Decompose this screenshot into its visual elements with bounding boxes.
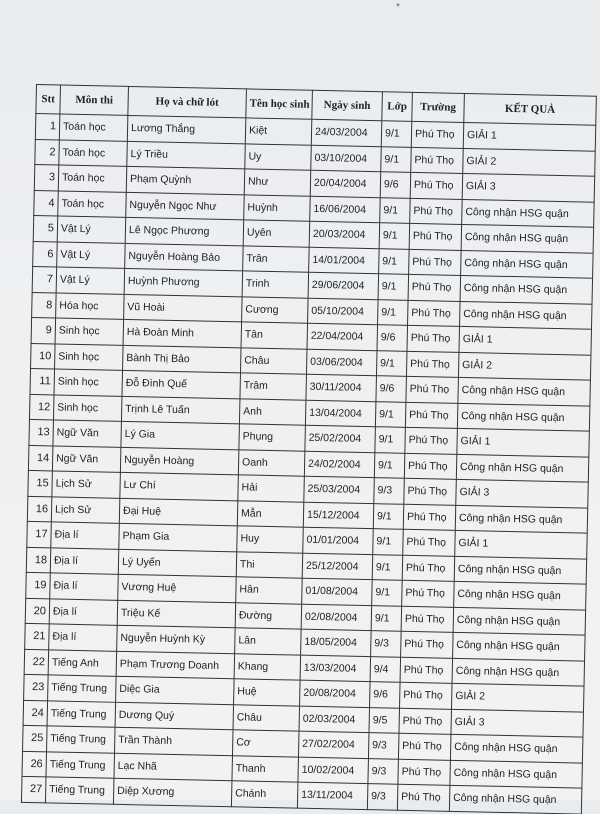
cell-birthdate: 13/04/2004 <box>305 400 376 427</box>
cell-given-name: Uyên <box>243 220 310 247</box>
cell-school: Phú Thọ <box>400 657 453 684</box>
cell-birthdate: 13/11/2004 <box>297 782 368 809</box>
cell-given-name: Châu <box>240 347 307 374</box>
cell-surname: Dương Quý <box>115 702 234 730</box>
cell-stt: 15 <box>28 470 53 496</box>
cell-subject: Toán học <box>58 165 127 192</box>
cell-subject: Vật Lý <box>57 241 126 268</box>
cell-given-name: Mẫn <box>237 500 304 527</box>
cell-given-name: Trâm <box>240 373 307 400</box>
cell-birthdate: 24/03/2004 <box>311 119 382 146</box>
cell-class: 9/1 <box>374 452 405 478</box>
cell-stt: 20 <box>25 598 50 624</box>
cell-stt: 21 <box>25 623 50 649</box>
cell-surname: Phạm Gia <box>119 523 238 551</box>
cell-surname: Nguyễn Ngọc Như <box>126 192 245 220</box>
header-subject: Môn thi <box>60 85 129 115</box>
cell-subject: Tiếng Trung <box>45 777 114 804</box>
cell-stt: 16 <box>27 496 52 522</box>
cell-class: 9/1 <box>372 580 403 606</box>
cell-subject: Địa lí <box>49 598 118 625</box>
cell-school: Phú Thọ <box>403 504 456 531</box>
cell-birthdate: 02/03/2004 <box>299 706 370 733</box>
cell-class: 9/1 <box>379 248 410 274</box>
cell-stt: 23 <box>24 674 49 700</box>
cell-subject: Tiếng Trung <box>46 751 115 778</box>
cell-stt: 6 <box>33 241 58 267</box>
cell-school: Phú Thọ <box>397 784 450 811</box>
cell-result: Công nhận HSG quận <box>462 199 595 227</box>
cell-surname: Vương Huệ <box>118 574 237 602</box>
cell-birthdate: 27/02/2004 <box>298 731 369 758</box>
cell-birthdate: 14/01/2004 <box>309 247 380 274</box>
cell-subject: Tiếng Trung <box>48 675 117 702</box>
cell-given-name: Cơ <box>232 730 299 757</box>
cell-school: Phú Thọ <box>409 249 462 276</box>
cell-school: Phú Thọ <box>406 351 459 378</box>
cell-birthdate: 30/11/2004 <box>306 374 377 401</box>
cell-birthdate: 02/08/2004 <box>301 604 372 631</box>
cell-school: Phú Thọ <box>404 453 457 480</box>
cell-school: Phú Thọ <box>408 300 461 327</box>
cell-result: GIẢI 1 <box>457 428 590 456</box>
cell-class: 9/1 <box>375 401 406 427</box>
cell-school: Phú Thọ <box>406 376 459 403</box>
cell-class: 9/3 <box>374 478 405 504</box>
cell-school: Phú Thọ <box>399 708 452 735</box>
cell-class: 9/6 <box>370 682 401 708</box>
cell-class: 9/6 <box>377 325 408 351</box>
cell-birthdate: 20/03/2004 <box>309 221 380 248</box>
cell-school: Phú Thọ <box>405 402 458 429</box>
cell-given-name: Đường <box>235 602 302 629</box>
cell-school: Phú Thọ <box>410 198 463 225</box>
cell-subject: Địa lí <box>50 573 119 600</box>
cell-subject: Lịch Sử <box>52 471 121 498</box>
cell-given-name: Như <box>244 169 311 196</box>
cell-birthdate: 03/06/2004 <box>306 349 377 376</box>
cell-subject: Ngữ Văn <box>53 420 122 447</box>
cell-birthdate: 20/08/2004 <box>300 680 371 707</box>
cell-stt: 12 <box>29 394 54 420</box>
cell-birthdate: 18/05/2004 <box>301 629 372 656</box>
cell-stt: 22 <box>24 649 49 675</box>
cell-subject: Sinh học <box>53 394 122 421</box>
cell-surname: Lý Gia <box>121 421 240 449</box>
cell-class: 9/1 <box>378 274 409 300</box>
header-stt: Stt <box>36 85 61 114</box>
cell-given-name: Khang <box>234 653 301 680</box>
cell-surname: Nguyễn Hoàng Bảo <box>125 243 244 271</box>
cell-surname: Lý Uyển <box>118 549 237 577</box>
cell-class: 9/3 <box>368 733 399 759</box>
header-given-name: Tên học sinh <box>246 89 313 119</box>
cell-surname: Vũ Hoài <box>124 294 243 322</box>
cell-subject: Địa lí <box>49 624 118 651</box>
cell-result: Công nhận HSG quận <box>457 403 590 431</box>
cell-subject: Sinh học <box>54 369 123 396</box>
cell-subject: Tiếng Trung <box>47 726 116 753</box>
cell-surname: Nguyễn Hoàng <box>120 447 239 475</box>
cell-surname: Lương Thắng <box>127 115 246 143</box>
cell-class: 9/5 <box>369 707 400 733</box>
cell-subject: Toán học <box>59 140 128 167</box>
cell-stt: 8 <box>32 292 57 318</box>
cell-surname: Diệc Gia <box>116 676 235 704</box>
cell-given-name: Chánh <box>231 781 298 808</box>
cell-surname: Diệp Xương <box>113 778 232 806</box>
cell-result: Công nhận HSG quận <box>449 785 582 813</box>
cell-class: 9/1 <box>376 350 407 376</box>
cell-stt: 25 <box>23 725 48 751</box>
cell-birthdate: 01/08/2004 <box>302 578 373 605</box>
cell-result: Công nhận HSG quận <box>453 607 586 635</box>
cell-birthdate: 03/10/2004 <box>311 145 382 172</box>
cell-subject: Lịch Sử <box>51 496 120 523</box>
cell-surname: Lý Triều <box>127 141 246 169</box>
cell-given-name: Kiệt <box>245 118 312 145</box>
cell-subject: Toán học <box>59 114 128 141</box>
cell-class: 9/1 <box>378 299 409 325</box>
cell-given-name: Tân <box>241 322 308 349</box>
cell-school: Phú Thọ <box>403 529 456 556</box>
cell-stt: 13 <box>29 419 54 445</box>
cell-surname: Đỗ Đình Quế <box>122 370 241 398</box>
cell-result: Công nhận HSG quận <box>460 275 593 303</box>
cell-stt: 14 <box>28 445 53 471</box>
cell-birthdate: 20/04/2004 <box>310 170 381 197</box>
cell-subject: Địa lí <box>50 547 119 574</box>
cell-subject: Vật Lý <box>57 216 126 243</box>
header-surname: Họ và chữ lót <box>128 86 247 117</box>
cell-subject: Tiếng Trung <box>47 700 116 727</box>
cell-birthdate: 25/12/2004 <box>302 553 373 580</box>
cell-school: Phú Thọ <box>411 147 464 174</box>
cell-class: 9/4 <box>370 656 401 682</box>
cell-stt: 10 <box>31 343 56 369</box>
cell-stt: 4 <box>34 190 59 216</box>
cell-surname: Bành Thị Bảo <box>123 345 242 373</box>
header-birthdate: Ngày sinh <box>312 90 383 120</box>
cell-stt: 18 <box>26 547 51 573</box>
cell-given-name: Oanh <box>238 449 305 476</box>
cell-given-name: Thi <box>236 551 303 578</box>
cell-result: Công nhận HSG quận <box>461 224 594 252</box>
cell-surname: Lê Ngọc Phương <box>125 217 244 245</box>
cell-surname: Phạm Trương Doanh <box>116 651 235 679</box>
cell-surname: Lạc Nhã <box>114 753 233 781</box>
cell-birthdate: 16/06/2004 <box>310 196 381 223</box>
cell-birthdate: 13/03/2004 <box>300 655 371 682</box>
header-school: Trường <box>412 92 465 122</box>
cell-surname: Lư Chí <box>120 472 239 500</box>
cell-result: Công nhận HSG quận <box>450 734 583 762</box>
cell-subject: Hóa học <box>56 292 125 319</box>
header-result: KẾT QUẢ <box>464 93 597 125</box>
cell-result: Công nhận HSG quận <box>460 301 593 329</box>
cell-stt: 19 <box>26 572 51 598</box>
cell-result: GIẢI 3 <box>451 709 584 737</box>
cell-class: 9/1 <box>381 121 412 147</box>
cell-school: Phú Thọ <box>402 555 455 582</box>
cell-result: Công nhận HSG quận <box>461 250 594 278</box>
cell-stt: 24 <box>23 700 48 726</box>
cell-school: Phú Thọ <box>411 121 464 148</box>
cell-birthdate: 01/01/2004 <box>303 527 374 554</box>
cell-given-name: Hải <box>238 475 305 502</box>
cell-stt: 7 <box>32 266 57 292</box>
cell-stt: 3 <box>34 164 59 190</box>
cell-school: Phú Thọ <box>398 733 451 760</box>
cell-subject: Sinh học <box>55 343 124 370</box>
cell-surname: Nguyễn Huỳnh Kỳ <box>117 625 236 653</box>
cell-subject: Vật Lý <box>56 267 125 294</box>
cell-stt: 11 <box>30 368 55 394</box>
cell-school: Phú Thọ <box>402 580 455 607</box>
cell-given-name: Trinh <box>242 271 309 298</box>
cell-school: Phú Thọ <box>409 223 462 250</box>
cell-result: GIẢI 3 <box>462 173 595 201</box>
cell-class: 9/3 <box>367 784 398 810</box>
cell-stt: 5 <box>33 215 58 241</box>
cell-stt: 9 <box>31 317 56 343</box>
cell-result: GIẢI 2 <box>452 683 585 711</box>
cell-class: 9/1 <box>373 503 404 529</box>
header-class: Lớp <box>382 92 413 122</box>
cell-given-name: Thanh <box>232 755 299 782</box>
cell-school: Phú Thọ <box>410 172 463 199</box>
cell-surname: Đại Huệ <box>119 498 238 526</box>
cell-stt: 26 <box>22 751 47 777</box>
cell-given-name: Phụng <box>239 424 306 451</box>
cell-surname: Hà Đoàn Minh <box>123 319 242 347</box>
cell-class: 9/1 <box>371 605 402 631</box>
cell-surname: Trịnh Lê Tuấn <box>121 396 240 424</box>
cell-surname: Huỳnh Phương <box>124 268 243 296</box>
cell-class: 9/1 <box>379 223 410 249</box>
cell-result: GIẢI 2 <box>458 352 591 380</box>
cell-birthdate: 10/02/2004 <box>298 757 369 784</box>
cell-result: Công nhận HSG quận <box>458 377 591 405</box>
cell-given-name: Uy <box>245 143 312 170</box>
cell-birthdate: 05/10/2004 <box>308 298 379 325</box>
cell-class: 9/6 <box>380 172 411 198</box>
cell-school: Phú Thọ <box>407 325 460 352</box>
cell-stt: 27 <box>21 776 46 802</box>
cell-result: Công nhận HSG quận <box>450 760 583 788</box>
cell-given-name: Huỳnh <box>244 194 311 221</box>
cell-class: 9/3 <box>368 758 399 784</box>
cell-result: GIẢI 2 <box>463 148 596 176</box>
cell-school: Phú Thọ <box>408 274 461 301</box>
cell-subject: Địa lí <box>51 522 120 549</box>
cell-result: GIẢI 1 <box>455 530 588 558</box>
cell-result: Công nhận HSG quận <box>454 581 587 609</box>
cell-school: Phú Thọ <box>398 759 451 786</box>
cell-class: 9/1 <box>380 197 411 223</box>
cell-subject: Sinh học <box>55 318 124 345</box>
cell-surname: Triệu Kế <box>117 600 236 628</box>
cell-school: Phú Thọ <box>405 427 458 454</box>
cell-birthdate: 24/02/2004 <box>304 451 375 478</box>
cell-class: 9/1 <box>375 427 406 453</box>
cell-subject: Ngữ Văn <box>52 445 121 472</box>
cell-birthdate: 25/03/2004 <box>304 476 375 503</box>
results-sheet <box>21 84 596 814</box>
cell-given-name: Huệ <box>234 679 301 706</box>
cell-school: Phú Thọ <box>400 682 453 709</box>
cell-class: 9/1 <box>381 146 412 172</box>
cell-birthdate: 22/04/2004 <box>307 323 378 350</box>
cell-subject: Toán học <box>58 190 127 217</box>
cell-stt: 2 <box>35 139 60 165</box>
cell-result: Công nhận HSG quận <box>455 505 588 533</box>
cell-surname: Phạm Quỳnh <box>126 166 245 194</box>
cell-given-name: Anh <box>239 398 306 425</box>
cell-result: GIẢI 1 <box>459 326 592 354</box>
cell-school: Phú Thọ <box>401 631 454 658</box>
cell-stt: 17 <box>27 521 52 547</box>
cell-result: Công nhận HSG quận <box>453 632 586 660</box>
cell-result: Công nhận HSG quận <box>452 658 585 686</box>
cell-birthdate: 29/06/2004 <box>308 272 379 299</box>
cell-given-name: Lân <box>235 628 302 655</box>
cell-result: Công nhận HSG quận <box>456 454 589 482</box>
cell-school: Phú Thọ <box>401 606 454 633</box>
cell-given-name: Trân <box>243 245 310 272</box>
cell-given-name: Cương <box>242 296 309 323</box>
cell-class: 9/6 <box>376 376 407 402</box>
cell-class: 9/1 <box>373 529 404 555</box>
cell-result: GIẢI 3 <box>456 479 589 507</box>
cell-given-name: Châu <box>233 704 300 731</box>
top-mark: * <box>396 2 400 13</box>
cell-birthdate: 25/02/2004 <box>305 425 376 452</box>
cell-result: GIẢI 1 <box>463 122 596 150</box>
cell-class: 9/3 <box>371 631 402 657</box>
cell-stt: 1 <box>35 114 60 140</box>
cell-given-name: Hân <box>236 577 303 604</box>
cell-given-name: Huy <box>237 526 304 553</box>
cell-birthdate: 15/12/2004 <box>303 502 374 529</box>
cell-school: Phú Thọ <box>404 478 457 505</box>
cell-result: Công nhận HSG quận <box>454 556 587 584</box>
cell-surname: Trần Thành <box>115 727 234 755</box>
cell-class: 9/1 <box>372 554 403 580</box>
results-table <box>21 84 597 814</box>
cell-subject: Tiếng Anh <box>48 649 117 676</box>
